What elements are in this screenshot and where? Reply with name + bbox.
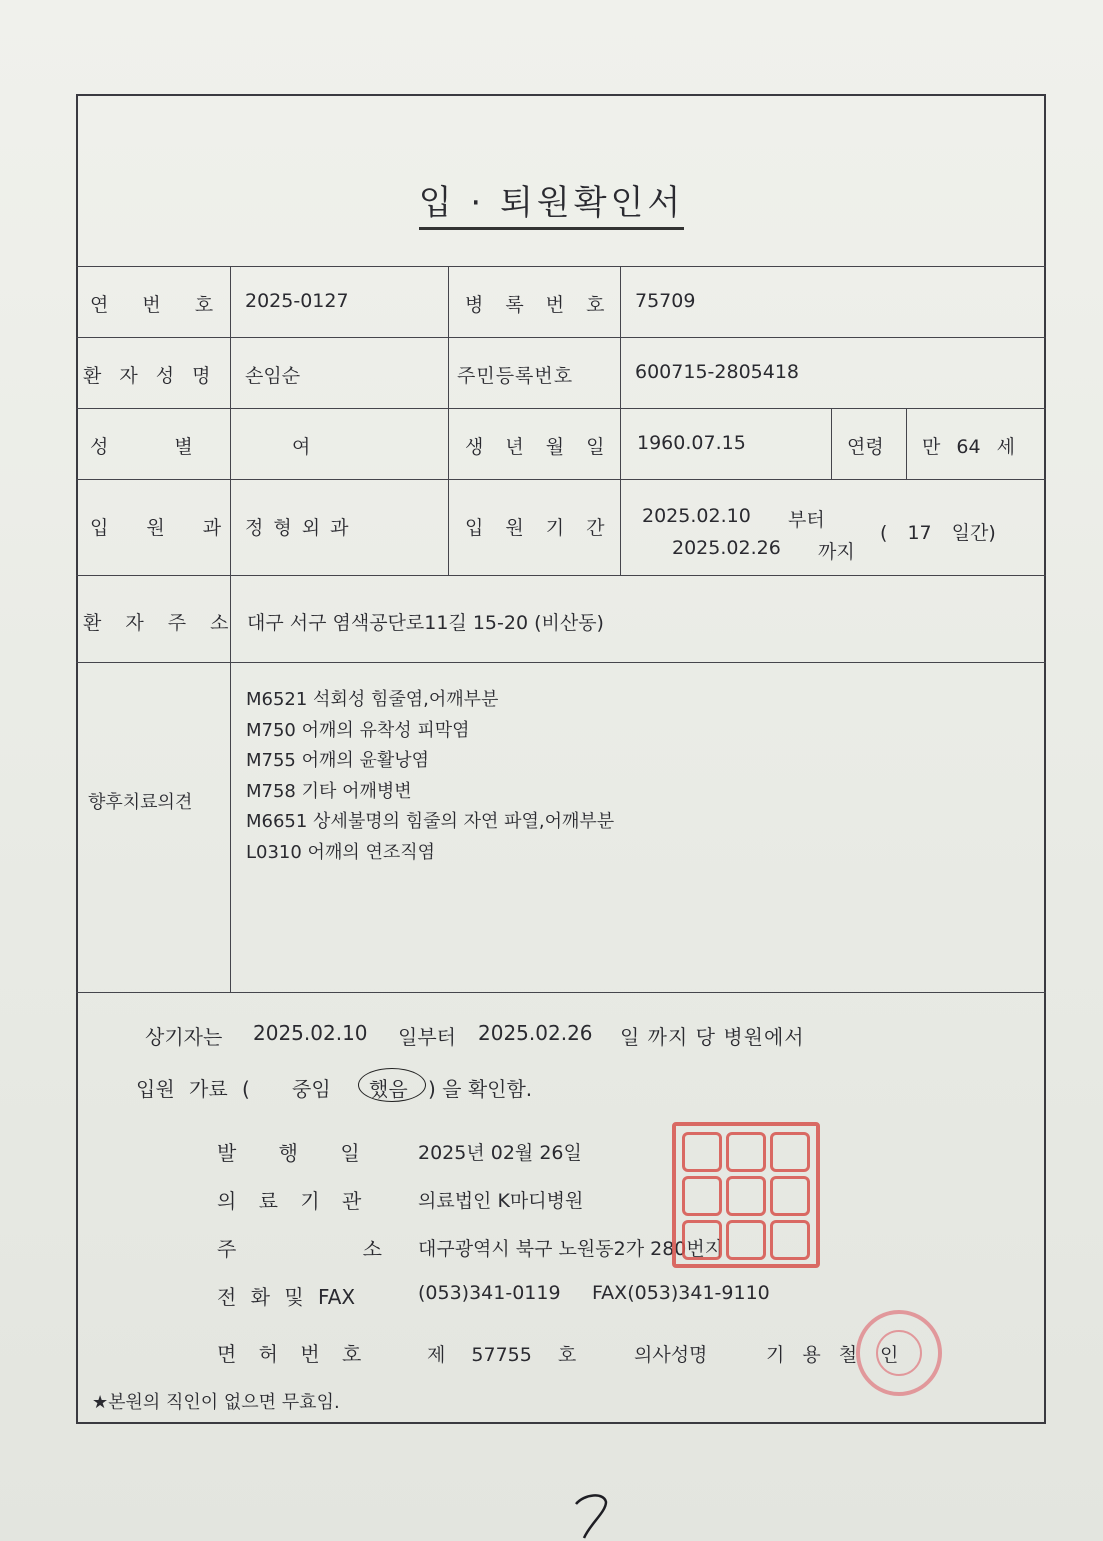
statement-prefix: 상기자는 bbox=[145, 1025, 223, 1049]
serial-value: 2025-0127 bbox=[245, 290, 349, 312]
rrn-label: 주민등록번호 bbox=[457, 365, 574, 387]
statement-line2-suffix: ) 을 확인함. bbox=[428, 1077, 533, 1101]
statement-mid: 일부터 bbox=[398, 1025, 456, 1049]
address-label: 환 자 주 소 bbox=[83, 612, 238, 634]
sex-label: 성 별 bbox=[90, 436, 193, 458]
license-number: 제 57755 호 bbox=[427, 1344, 577, 1366]
issuer-address: 대구광역시 북구 노원동2가 280번지 bbox=[418, 1238, 724, 1260]
institution: 의료법인 K마디병원 bbox=[418, 1190, 584, 1212]
license-label: 면 허 번 호 bbox=[217, 1342, 362, 1366]
period-from: 2025.02.10 bbox=[642, 505, 751, 527]
record-label: 병 록 번 호 bbox=[465, 294, 613, 316]
hospital-seal-stamp bbox=[672, 1122, 820, 1268]
phone-label: 전 화 및 FAX bbox=[217, 1285, 356, 1309]
dept-label: 입 원 과 bbox=[90, 517, 238, 539]
age-value: 만 64 세 bbox=[922, 436, 1015, 458]
doctor-label: 의사성명 bbox=[634, 1344, 708, 1366]
dob-label: 생 년 월 일 bbox=[465, 436, 613, 458]
option-in-progress: 중임 bbox=[292, 1077, 331, 1101]
phone: (053)341-0119 bbox=[418, 1282, 561, 1304]
seal-char: 인 bbox=[880, 1344, 899, 1366]
period-days: ( 17 일간) bbox=[880, 522, 996, 544]
dob-value: 1960.07.15 bbox=[637, 432, 746, 454]
diagnosis-list bbox=[246, 685, 614, 868]
diagnosis-item: M6521 석회성 힘줄염,어깨부분 bbox=[246, 689, 499, 710]
rrn-value: 600715-2805418 bbox=[635, 361, 800, 383]
institution-label: 의 료 기 관 bbox=[217, 1189, 362, 1213]
statement-line2-prefix: 입원 가료 ( bbox=[136, 1077, 250, 1101]
doctor-seal-stamp bbox=[856, 1310, 942, 1396]
diagnosis-item: M758 기타 어깨병변 bbox=[246, 780, 412, 802]
statement-to: 2025.02.26 bbox=[478, 1021, 593, 1045]
issuer-address-label: 주 소 bbox=[217, 1237, 382, 1261]
period-to: 2025.02.26 bbox=[672, 537, 781, 559]
issue-date: 2025년 02월 26일 bbox=[418, 1142, 582, 1164]
statement-from: 2025.02.10 bbox=[253, 1021, 368, 1045]
document-title: 입 · 퇴원확인서 bbox=[0, 175, 1103, 224]
period-to-suffix: 까지 bbox=[818, 541, 855, 563]
period-from-suffix: 부터 bbox=[788, 509, 825, 531]
serial-label: 연 번 호 bbox=[90, 294, 228, 316]
option-completed: 했음 bbox=[369, 1077, 408, 1101]
name-label: 환 자 성 명 bbox=[83, 365, 217, 387]
sex-value: 여 bbox=[292, 436, 311, 458]
diagnosis-item: L0310 어깨의 연조직염 bbox=[246, 841, 435, 863]
footnote: ★본원의 직인이 없으면 무효임. bbox=[92, 1392, 340, 1413]
address-value: 대구 서구 염색공단로11길 15-20 (비산동) bbox=[247, 612, 604, 634]
opinion-label: 향후치료의견 bbox=[88, 792, 193, 813]
dept-value: 정 형 외 과 bbox=[245, 517, 351, 539]
fax: FAX(053)341-9110 bbox=[592, 1282, 770, 1304]
diagnosis-item: M6651 상세불명의 힘줄의 자연 파열,어깨부분 bbox=[246, 811, 615, 832]
handwritten-mark bbox=[570, 1490, 614, 1540]
age-label: 연령 bbox=[847, 436, 884, 458]
period-label: 입 원 기 간 bbox=[465, 517, 613, 539]
doctor-name: 기 용 철 bbox=[766, 1344, 864, 1366]
statement-suffix: 일 까지 당 병원에서 bbox=[620, 1025, 805, 1049]
diagnosis-item: M755 어깨의 윤활낭염 bbox=[246, 750, 430, 771]
name-value: 손임순 bbox=[245, 365, 301, 387]
diagnosis-item: M750 어깨의 유착성 피막염 bbox=[246, 719, 470, 741]
issue-date-label: 발 행 일 bbox=[217, 1141, 360, 1165]
record-value: 75709 bbox=[635, 290, 696, 312]
